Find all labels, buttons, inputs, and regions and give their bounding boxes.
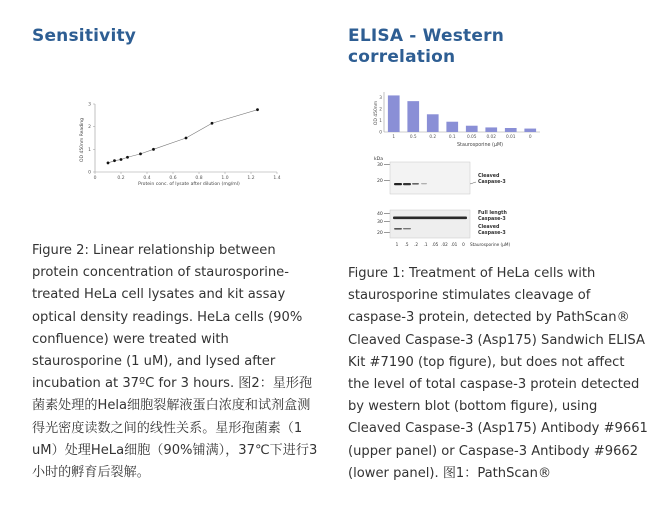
- x-tick-label: 0.5: [409, 135, 417, 140]
- bar: [427, 114, 439, 132]
- series-line: [108, 110, 258, 163]
- x-tick-label: 0.8: [195, 176, 203, 181]
- x-tick-label: 0.6: [169, 176, 177, 181]
- sensitivity-heading: Sensitivity: [32, 26, 137, 46]
- x-tick-label: 0.05: [466, 135, 477, 140]
- data-point: [139, 152, 142, 155]
- x-tick-label: 0.2: [429, 135, 437, 140]
- western-blot: [370, 152, 560, 252]
- data-point: [126, 156, 129, 159]
- upper-band-lane-1: [394, 183, 402, 185]
- upper-band-lane-2: [403, 183, 411, 185]
- upper-band-label-1: Cleaved: [478, 174, 500, 179]
- y-tick-label: 2: [379, 107, 382, 113]
- x-tick-label: 1: [392, 135, 396, 140]
- bar: [388, 95, 400, 132]
- x-tick-label: 1.0: [221, 176, 229, 181]
- y-tick-label: 3: [379, 96, 382, 102]
- data-point: [107, 162, 110, 165]
- data-point: [211, 122, 214, 125]
- sensitivity-ylabel: OD 450nm Reading: [80, 118, 85, 162]
- x-tick-label: 0.02: [486, 135, 497, 140]
- upper-band-lane-4: [421, 183, 427, 184]
- x-tick-label: 0: [528, 135, 532, 140]
- lane-label: .01: [450, 242, 458, 247]
- figure-2-caption: Figure 2: Linear relationship between protein concentration of staurosporine-treated HeLa cell lysates and kit assay optical density readings. HeLa cells (90% confluence) were treated with staurosporine (1 uM), and lysed after incubation at 37ºC for 3 hours. 图2：星形孢菌素处理的Hela细胞裂解液蛋白浓度和试剂盒测得光密度读数之间的线性关系。星形孢菌素（1 uM）处理HeLa细胞（90%铺满），37℃下进行3小时的孵育后裂解。: [32, 243, 318, 481]
- upper-marker-20: 20: [377, 179, 383, 184]
- lower-band-label-2: Caspase-3: [478, 217, 506, 222]
- x-tick-label: 0.1: [448, 135, 456, 140]
- x-tick-label: 1.2: [247, 176, 255, 181]
- lower-band-label-3: Cleaved: [478, 225, 500, 230]
- upper-blot-panel: [372, 162, 506, 194]
- lower-marker-30: 30: [377, 220, 383, 225]
- elisa-ylabel: OD 450nm: [374, 100, 379, 126]
- lane-label: .5: [404, 242, 409, 247]
- data-point: [256, 108, 259, 111]
- data-point: [113, 159, 116, 162]
- lane-label: .2: [414, 242, 418, 247]
- lane-label: .05: [431, 242, 439, 247]
- bar: [485, 127, 497, 132]
- upper-marker-30: 30: [377, 163, 383, 168]
- data-point: [185, 137, 188, 140]
- y-tick-label: 2: [88, 125, 91, 131]
- lane-label: .1: [423, 242, 428, 247]
- lower-band-label-1: Full length: [478, 211, 507, 216]
- lower-blot-panel: [377, 210, 510, 247]
- lane-label: 1: [395, 242, 399, 247]
- data-point: [152, 148, 155, 151]
- y-tick-label: 1: [379, 119, 382, 125]
- bar: [505, 128, 517, 132]
- blot-kda-label: kDa: [374, 157, 384, 162]
- full-length-band: [393, 217, 467, 220]
- y-tick-label: 1: [88, 147, 91, 153]
- lower-cleaved-band-2: [403, 228, 411, 229]
- lane-axis-label: Staurosporine (μM): [470, 242, 511, 247]
- lane-label: .02: [441, 242, 448, 247]
- figure-1-caption: Figure 1: Treatment of HeLa cells with staurosporine stimulates cleavage of caspase-3 protein, detected by PathScan® Cleaved Caspase-3 (Asp175) Sandwich ELISA Kit #7190 (top figure), but does not affect the level of total caspase-3 protein detected by western blot (bottom figure), using Cleaved Caspase-3 (Asp175) Antibody #9661 (upper panel) or Caspase-3 Antibody #9662 (lower panel). 图1：PathScan®: [348, 266, 648, 481]
- elisa-bar-chart: [370, 88, 550, 152]
- bar: [407, 101, 419, 132]
- upper-band-lane-3: [412, 183, 419, 185]
- lane-label: 0: [462, 242, 465, 247]
- lower-cleaved-band-1: [394, 228, 402, 230]
- x-tick-label: 0.4: [143, 176, 151, 181]
- elisa-xlabel: Staurosporine (μM): [457, 143, 503, 148]
- y-tick-label: 0: [88, 170, 91, 176]
- bar: [446, 122, 458, 132]
- lower-marker-40: 40: [377, 212, 383, 217]
- x-tick-label: 0.2: [117, 176, 125, 181]
- y-tick-label: 0: [379, 130, 382, 136]
- x-tick-label: 0.01: [505, 135, 516, 140]
- x-tick-label: 0: [93, 176, 97, 181]
- elisa-western-heading: ELISA - Western correlation: [348, 26, 504, 67]
- y-tick-label: 3: [88, 102, 91, 108]
- sensitivity-line-chart: [77, 100, 287, 192]
- bar: [524, 129, 536, 132]
- x-tick-label: 1.4: [273, 176, 281, 181]
- lower-band-label-4: Caspase-3: [478, 231, 506, 236]
- data-point: [120, 158, 123, 161]
- bar: [466, 126, 478, 132]
- lower-marker-20: 20: [377, 231, 383, 236]
- upper-band-label-2: Caspase-3: [478, 180, 506, 185]
- sensitivity-xlabel: Protein conc. of lysate after dilution (mg/ml): [138, 182, 240, 187]
